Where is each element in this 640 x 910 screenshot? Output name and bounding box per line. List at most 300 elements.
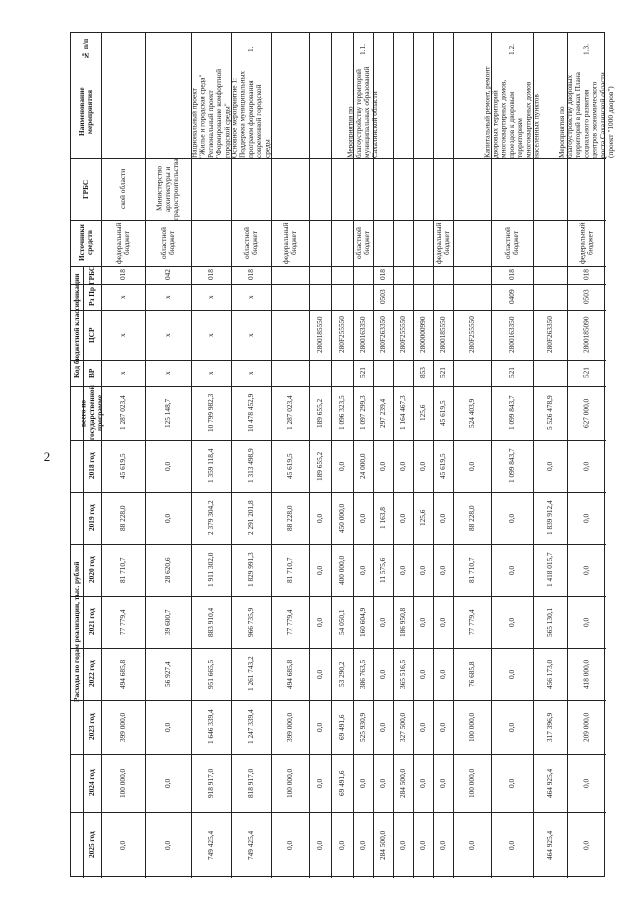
row-source xyxy=(413,220,433,266)
row-year-value: 0,0 xyxy=(581,617,591,627)
row-name xyxy=(373,66,393,158)
row-year-value: 1 646 339,4 xyxy=(205,709,215,745)
row-num xyxy=(191,33,231,66)
row-year-value: 0,0 xyxy=(357,565,367,575)
row-year-value: 11 575,6 xyxy=(377,557,387,583)
grid-line xyxy=(71,386,606,387)
row-year-value: 0,0 xyxy=(284,840,294,850)
row-year-value: 450 000,0 xyxy=(336,503,346,533)
row-csr: x xyxy=(205,333,215,337)
grid-line xyxy=(413,33,414,878)
row-source: федеральный бюджет xyxy=(433,222,451,264)
row-csr: x xyxy=(245,333,255,337)
row-csr: 280F263350 xyxy=(544,316,554,354)
row-year-value: 0,0 xyxy=(377,778,387,788)
row-rz xyxy=(453,284,491,310)
row-grbs xyxy=(191,158,231,220)
row-year-value: 81 710,7 xyxy=(284,557,294,583)
grid-line xyxy=(101,33,102,878)
row-grbs-code: 018 xyxy=(581,269,591,281)
page-number: 2 xyxy=(43,449,51,464)
header-name: Наименование мероприятия xyxy=(76,87,94,137)
row-year-value: 0,0 xyxy=(314,669,324,679)
row-year-value: 951 665,5 xyxy=(205,659,215,689)
grid-line xyxy=(145,33,146,878)
row-year-value: 0,0 xyxy=(314,778,324,788)
row-num: 1.1. xyxy=(357,44,367,55)
row-total: 1 096 323,5 xyxy=(336,395,346,431)
row-grbs xyxy=(453,158,491,220)
row-name xyxy=(413,66,433,158)
row-vr xyxy=(373,360,393,386)
row-num xyxy=(101,33,145,66)
row-source xyxy=(309,220,331,266)
row-year-value: 125,6 xyxy=(417,509,427,527)
row-source: федеральный бюджет xyxy=(113,222,131,264)
header-year: 2019 год xyxy=(86,504,96,532)
row-year-value: 0,0 xyxy=(437,617,447,627)
row-vr xyxy=(393,360,413,386)
row-csr: 280F263350 xyxy=(377,316,387,354)
grid-line xyxy=(331,33,332,878)
row-year-value: 100 000,0 xyxy=(466,768,476,798)
row-rz: x xyxy=(205,295,215,299)
row-rz: x xyxy=(117,295,127,299)
row-year-value: 0,0 xyxy=(417,461,427,471)
row-total: 5 526 478,9 xyxy=(544,395,554,431)
row-csr: 2800163350 xyxy=(506,316,516,354)
row-year-value: 0,0 xyxy=(336,840,346,850)
row-year-value: 53 290,2 xyxy=(336,661,346,687)
row-year-value: 0,0 xyxy=(417,565,427,575)
row-year-value: 0,0 xyxy=(314,617,324,627)
row-year-value: 1 418 015,7 xyxy=(544,552,554,588)
row-name: Основное мероприятие 1: Поддержка муниципальных программ формирования современной городской среды xyxy=(229,70,272,158)
row-grbs xyxy=(271,158,309,220)
row-year-value: 0,0 xyxy=(417,840,427,850)
row-year-value: 2 379 304,2 xyxy=(205,500,215,536)
row-year-value: 0,0 xyxy=(397,565,407,575)
row-year-value: 100 000,0 xyxy=(284,768,294,798)
row-name xyxy=(393,66,413,158)
row-year-value: 209 000,0 xyxy=(581,712,591,742)
row-num: 1.2. xyxy=(506,44,516,55)
row-year-value: 69 491,6 xyxy=(336,714,346,740)
row-source: областной бюджет xyxy=(353,227,371,259)
row-year-value: 1 163,8 xyxy=(377,507,387,529)
row-num xyxy=(413,33,433,66)
grid-line xyxy=(83,266,84,878)
row-rz: x xyxy=(162,295,172,299)
grid-line xyxy=(71,266,606,267)
row-total: 1 097 299,3 xyxy=(357,395,367,431)
row-name: Мероприятия по благоустройству территорий муниципальных образований Сахалинской области xyxy=(345,66,380,158)
row-vr: 521 xyxy=(357,367,367,379)
row-rz xyxy=(271,284,309,310)
row-year-value: 100 000,0 xyxy=(466,712,476,742)
row-grbs-code xyxy=(331,266,353,284)
row-grbs-code xyxy=(309,266,331,284)
row-total: 189 655,2 xyxy=(314,398,324,428)
row-year-value: 284 500,0 xyxy=(377,830,387,860)
row-year-value: 0,0 xyxy=(162,778,172,788)
row-vr xyxy=(331,360,353,386)
row-year-value: 0,0 xyxy=(162,461,172,471)
row-year-value: 88 228,0 xyxy=(466,505,476,531)
row-year-value: 0,0 xyxy=(377,617,387,627)
grid-line xyxy=(231,33,232,878)
row-rz xyxy=(353,284,373,310)
row-year-value: 0,0 xyxy=(437,513,447,523)
row-year-value: 918 917,0 xyxy=(205,768,215,798)
row-total: 524 403,9 xyxy=(466,398,476,428)
row-csr: 2800000990 xyxy=(417,316,427,354)
row-year-value: 365 516,5 xyxy=(397,659,407,689)
header-csr: ЦСР xyxy=(86,327,96,343)
row-source xyxy=(331,220,353,266)
grid-line xyxy=(453,33,454,878)
row-year-value: 399 000,0 xyxy=(117,712,127,742)
row-vr xyxy=(533,360,567,386)
row-total: 125,6 xyxy=(417,404,427,422)
row-vr: x xyxy=(117,371,127,375)
row-total: 10 799 982,3 xyxy=(205,393,215,433)
grid-line xyxy=(71,284,606,285)
row-year-value: 77 779,4 xyxy=(466,609,476,635)
row-name: Мероприятия по благоустройству дворовых территорий в рамках Плана социального развития центров экономического роста Сахалинской области (проект "1000 дворов") xyxy=(556,72,616,158)
row-source xyxy=(373,220,393,266)
row-year-value: 1 247 339,4 xyxy=(245,709,255,745)
header-year: 2023 год xyxy=(86,713,96,741)
grid-line xyxy=(71,648,606,649)
row-grbs xyxy=(413,158,433,220)
row-year-value: 1 261 743,2 xyxy=(245,656,255,692)
row-grbs-code: 018 xyxy=(506,269,516,281)
row-total: 1 099 843,7 xyxy=(506,395,516,431)
row-year-value: 0,0 xyxy=(397,513,407,523)
row-year-value: 77 779,4 xyxy=(284,609,294,635)
row-rz xyxy=(413,284,433,310)
row-year-value: 0,0 xyxy=(417,722,427,732)
row-num xyxy=(309,33,331,66)
row-source: областной бюджет xyxy=(502,227,520,259)
row-vr: 521 xyxy=(581,367,591,379)
row-total: 1 287 023,4 xyxy=(284,395,294,431)
row-rz xyxy=(309,284,331,310)
row-year-value: 45 619,5 xyxy=(437,453,447,479)
grid-line xyxy=(71,812,606,813)
row-year-value: 0,0 xyxy=(581,461,591,471)
row-year-value: 0,0 xyxy=(314,513,324,523)
row-name xyxy=(101,66,145,158)
grid-line xyxy=(71,754,606,755)
row-source: федеральный бюджет xyxy=(577,222,595,264)
grid-line xyxy=(71,700,606,701)
row-source: областной бюджет xyxy=(158,227,176,259)
row-year-value: 0,0 xyxy=(466,840,476,850)
row-year-value: 81 710,7 xyxy=(117,557,127,583)
row-year-value: 0,0 xyxy=(336,461,346,471)
grid-line xyxy=(71,360,606,361)
row-year-value: 0,0 xyxy=(506,840,516,850)
row-num: 1. xyxy=(245,46,255,53)
row-vr: x xyxy=(245,371,255,375)
row-year-value: 0,0 xyxy=(506,669,516,679)
row-rz xyxy=(331,284,353,310)
row-num xyxy=(373,33,393,66)
row-year-value: 88 228,0 xyxy=(284,505,294,531)
row-vr xyxy=(309,360,331,386)
row-year-value: 0,0 xyxy=(377,461,387,471)
row-grbs-code xyxy=(413,266,433,284)
row-year-value: 0,0 xyxy=(506,617,516,627)
row-name: Капитальный ремонт, ремонт дворовых территорий многоквартирных домов, проездов к дворовым территориям многоквартирных домов населенных пунктов xyxy=(482,66,541,158)
row-year-value: 0,0 xyxy=(544,461,554,471)
header-year: 2021 год xyxy=(86,608,96,636)
row-year-value: 456 173,0 xyxy=(544,659,554,689)
row-rz xyxy=(533,284,567,310)
row-year-value: 54 050,1 xyxy=(336,609,346,635)
grid-line xyxy=(271,33,272,878)
row-year-value: 56 927,4 xyxy=(162,661,172,687)
row-year-value: 0,0 xyxy=(437,565,447,575)
row-year-value: 186 950,8 xyxy=(397,607,407,637)
row-year-value: 0,0 xyxy=(357,513,367,523)
row-name xyxy=(433,66,453,158)
header-grbs-code: ГРБС xyxy=(86,265,96,285)
row-total: 297 239,4 xyxy=(377,398,387,428)
row-vr: x xyxy=(162,371,172,375)
row-grbs-code xyxy=(393,266,413,284)
row-num xyxy=(433,33,453,66)
grid-line xyxy=(71,310,606,311)
row-vr: 521 xyxy=(437,367,447,379)
row-year-value: 0,0 xyxy=(162,722,172,732)
row-year-value: 0,0 xyxy=(437,840,447,850)
row-year-value: 0,0 xyxy=(581,565,591,575)
row-year-value: 284 500,0 xyxy=(397,768,407,798)
row-total: 1 287 023,4 xyxy=(117,395,127,431)
row-year-value: 76 685,8 xyxy=(466,661,476,687)
row-vr: x xyxy=(205,371,215,375)
row-year-value: 45 619,5 xyxy=(284,453,294,479)
row-vr: 853 xyxy=(417,367,427,379)
row-num xyxy=(453,33,491,66)
row-year-value: 1 359 118,4 xyxy=(205,448,215,484)
grid-line xyxy=(309,33,310,878)
row-year-value: 400 000,0 xyxy=(336,555,346,585)
row-grbs xyxy=(393,158,413,220)
row-year-value: 77 779,4 xyxy=(117,609,127,635)
header-grbs: ГРБС xyxy=(80,179,90,199)
row-source: областной бюджет xyxy=(241,227,259,259)
row-source: федеральный бюджет xyxy=(280,222,298,264)
row-year-value: 399 000,0 xyxy=(284,712,294,742)
row-grbs xyxy=(231,158,271,220)
row-year-value: 0,0 xyxy=(506,513,516,523)
header-year: 2018 год xyxy=(86,452,96,480)
row-year-value: 100 000,0 xyxy=(117,768,127,798)
row-year-value: 0,0 xyxy=(377,669,387,679)
row-year-value: 0,0 xyxy=(437,778,447,788)
row-rz xyxy=(433,284,453,310)
row-year-value: 2 291 201,8 xyxy=(245,500,255,536)
grid-line xyxy=(71,440,606,441)
row-year-value: 0,0 xyxy=(417,617,427,627)
row-year-value: 0,0 xyxy=(437,669,447,679)
row-rz: x xyxy=(245,295,255,299)
row-csr: 2800185090 xyxy=(581,316,591,354)
grid-line xyxy=(393,33,394,878)
row-year-value: 464 925,4 xyxy=(544,830,554,860)
row-grbs xyxy=(533,158,567,220)
row-source xyxy=(191,220,231,266)
row-year-value: 1 313 498,9 xyxy=(245,448,255,484)
row-num xyxy=(331,33,353,66)
row-year-value: 966 735,9 xyxy=(245,607,255,637)
grid-line xyxy=(533,33,534,878)
row-grbs: Министерство архитектуры и градостроительства xyxy=(154,158,181,220)
row-grbs-code: 018 xyxy=(377,269,387,281)
row-year-value: 28 620,6 xyxy=(162,557,172,583)
row-year-value: 0,0 xyxy=(314,565,324,575)
row-year-value: 88 228,0 xyxy=(117,505,127,531)
row-num: 1.3. xyxy=(581,44,591,55)
row-num xyxy=(145,33,191,66)
row-grbs-code xyxy=(271,266,309,284)
row-name xyxy=(309,66,331,158)
row-rz xyxy=(393,284,413,310)
header-year: 2022 год xyxy=(86,660,96,688)
grid-line xyxy=(71,596,606,597)
row-num xyxy=(533,33,567,66)
header-kbk: Код бюджетной классификации xyxy=(71,273,81,379)
row-year-value: 0,0 xyxy=(162,840,172,850)
header-expenses: Расходы по годам реализации, тыс. рублей xyxy=(71,561,81,703)
row-year-value: 0,0 xyxy=(314,722,324,732)
header-total: всего по государственной программе xyxy=(78,385,105,441)
row-year-value: 565 130,1 xyxy=(544,607,554,637)
row-year-value: 0,0 xyxy=(162,513,172,523)
row-num xyxy=(393,33,413,66)
row-grbs xyxy=(491,158,533,220)
row-year-value: 0,0 xyxy=(581,840,591,850)
row-year-value: 749 425,4 xyxy=(245,830,255,860)
row-csr: 2800185550 xyxy=(314,316,324,354)
row-source xyxy=(533,220,567,266)
row-year-value: 24 000,0 xyxy=(357,453,367,479)
row-vr xyxy=(271,360,309,386)
row-year-value: 494 685,8 xyxy=(284,659,294,689)
row-year-value: 0,0 xyxy=(357,778,367,788)
row-year-value: 81 710,7 xyxy=(466,557,476,583)
row-total: 10 478 452,9 xyxy=(245,393,255,433)
row-year-value: 883 910,4 xyxy=(205,607,215,637)
row-grbs xyxy=(567,158,606,220)
row-year-value: 0,0 xyxy=(581,778,591,788)
header-year: 2025 год xyxy=(86,831,96,859)
header-year: 2024 год xyxy=(86,769,96,797)
row-year-value: 69 491,6 xyxy=(336,770,346,796)
row-year-value: 0,0 xyxy=(437,722,447,732)
row-name xyxy=(145,66,191,158)
grid-line xyxy=(71,492,606,493)
row-year-value: 0,0 xyxy=(506,722,516,732)
row-year-value: 418 000,0 xyxy=(581,659,591,689)
row-grbs xyxy=(331,158,353,220)
row-grbs: ской области xyxy=(117,168,127,210)
row-year-value: 1 829 991,3 xyxy=(245,552,255,588)
header-vr: ВР xyxy=(86,368,96,378)
grid-line xyxy=(491,33,492,878)
row-csr: 280F255550 xyxy=(466,316,476,354)
header-rz: Рз Пр xyxy=(86,287,96,307)
row-year-value: 327 500,0 xyxy=(397,712,407,742)
row-year-value: 464 925,4 xyxy=(544,768,554,798)
row-source xyxy=(393,220,413,266)
row-year-value: 160 604,9 xyxy=(357,607,367,637)
row-year-value: 0,0 xyxy=(466,461,476,471)
header-source: Источники средств xyxy=(76,224,94,262)
grid-line xyxy=(71,220,606,221)
row-total: 627 000,0 xyxy=(581,398,591,428)
row-grbs-code: 018 xyxy=(245,269,255,281)
row-year-value: 0,0 xyxy=(397,461,407,471)
row-year-value: 0,0 xyxy=(397,840,407,850)
row-grbs-code xyxy=(433,266,453,284)
header-num: № п/п xyxy=(80,38,90,61)
grid-line xyxy=(433,33,434,878)
grid-line xyxy=(567,33,568,878)
grid-line xyxy=(353,33,354,878)
row-year-value: 0,0 xyxy=(581,513,591,523)
row-csr: 280F255550 xyxy=(397,316,407,354)
row-year-value: 0,0 xyxy=(417,778,427,788)
row-year-value: 39 600,7 xyxy=(162,609,172,635)
row-year-value: 0,0 xyxy=(506,565,516,575)
row-year-value: 494 685,8 xyxy=(117,659,127,689)
grid-line xyxy=(71,158,606,159)
row-year-value: 1 911 302,0 xyxy=(205,552,215,588)
row-year-value: 0,0 xyxy=(377,722,387,732)
row-year-value: 749 425,4 xyxy=(205,830,215,860)
row-csr: x xyxy=(162,333,172,337)
row-year-value: 1 099 843,7 xyxy=(506,448,516,484)
row-grbs xyxy=(353,158,373,220)
row-year-value: 0,0 xyxy=(506,778,516,788)
row-grbs-code: 042 xyxy=(162,269,172,281)
row-rz: 0409 xyxy=(506,289,516,305)
row-source xyxy=(453,220,491,266)
row-grbs-code: 018 xyxy=(117,269,127,281)
row-grbs xyxy=(309,158,331,220)
row-year-value: 189 655,2 xyxy=(314,451,324,481)
row-year-value: 0,0 xyxy=(117,840,127,850)
row-year-value: 0,0 xyxy=(417,669,427,679)
row-year-value: 1 839 912,4 xyxy=(544,500,554,536)
row-grbs-code xyxy=(453,266,491,284)
row-grbs-code xyxy=(533,266,567,284)
row-year-value: 317 396,9 xyxy=(544,712,554,742)
row-grbs-code xyxy=(353,266,373,284)
row-year-value: 0,0 xyxy=(357,840,367,850)
row-csr: x xyxy=(117,333,127,337)
row-vr: 521 xyxy=(506,367,516,379)
grid-line xyxy=(71,544,606,545)
row-total: 125 148,7 xyxy=(162,398,172,428)
budget-table xyxy=(70,32,616,877)
row-year-value: 386 763,5 xyxy=(357,659,367,689)
